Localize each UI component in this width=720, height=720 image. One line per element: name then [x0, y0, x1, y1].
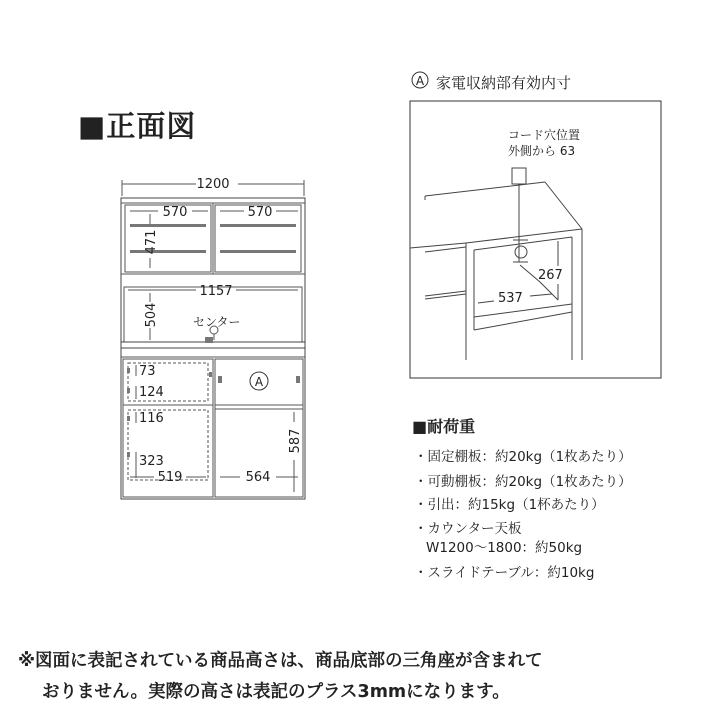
dim-upper-height: 471: [144, 229, 159, 255]
footnote-line-1: ※図面に表記されている商品高さは、商品底部の三角座が含まれて: [18, 651, 543, 671]
footnote-line-2: おりません。実際の高さは表記のプラス3mmになります。: [42, 682, 510, 702]
front-view-title: ■正面図: [78, 109, 197, 143]
inner-dimension-title: 家電収納部有効内寸: [436, 74, 572, 92]
dim-right-width: 564: [245, 470, 271, 485]
load-capacity-title: ■耐荷重: [412, 417, 476, 436]
dim-total-width: 1200: [196, 177, 230, 192]
dim-middle-width: 1157: [199, 284, 233, 299]
dim-right-height: 587: [288, 428, 303, 454]
load-item-drawer: ・引出：約15kg（1杯あたり）: [414, 497, 605, 513]
load-item-counter: ・カウンター天板: [414, 521, 522, 537]
inner-height-dim: 267: [538, 268, 563, 283]
cord-hole-position-label: コード穴位置: [508, 128, 581, 142]
footnote: [18, 646, 718, 708]
load-item-fixed-shelf: ・固定棚板：約20kg（1枚あたり）: [414, 449, 632, 465]
cord-hole-offset-label: 外側から 63: [508, 144, 576, 158]
marker-a-inner: A: [415, 74, 425, 88]
load-item-counter-width: W1200〜1800：約50kg: [426, 540, 583, 556]
dim-drawer3-height: 116: [139, 411, 164, 426]
load-item-slide-table: ・スライドテーブル：約10kg: [414, 565, 595, 581]
inner-width-dim: 537: [498, 291, 523, 306]
dim-upper-left-width: 570: [162, 205, 188, 220]
dim-upper-right-width: 570: [247, 205, 273, 220]
dim-drawer4-height: 323: [139, 454, 164, 469]
dim-drawer1-height: 73: [139, 364, 156, 379]
dim-drawer-width: 519: [157, 470, 183, 485]
dim-middle-height: 504: [144, 302, 159, 328]
center-label: センター: [193, 315, 241, 329]
marker-a-front: A: [254, 375, 264, 389]
dim-drawer2-height: 124: [139, 385, 164, 400]
load-item-movable-shelf: ・可動棚板：約20kg（1枚あたり）: [414, 474, 632, 490]
